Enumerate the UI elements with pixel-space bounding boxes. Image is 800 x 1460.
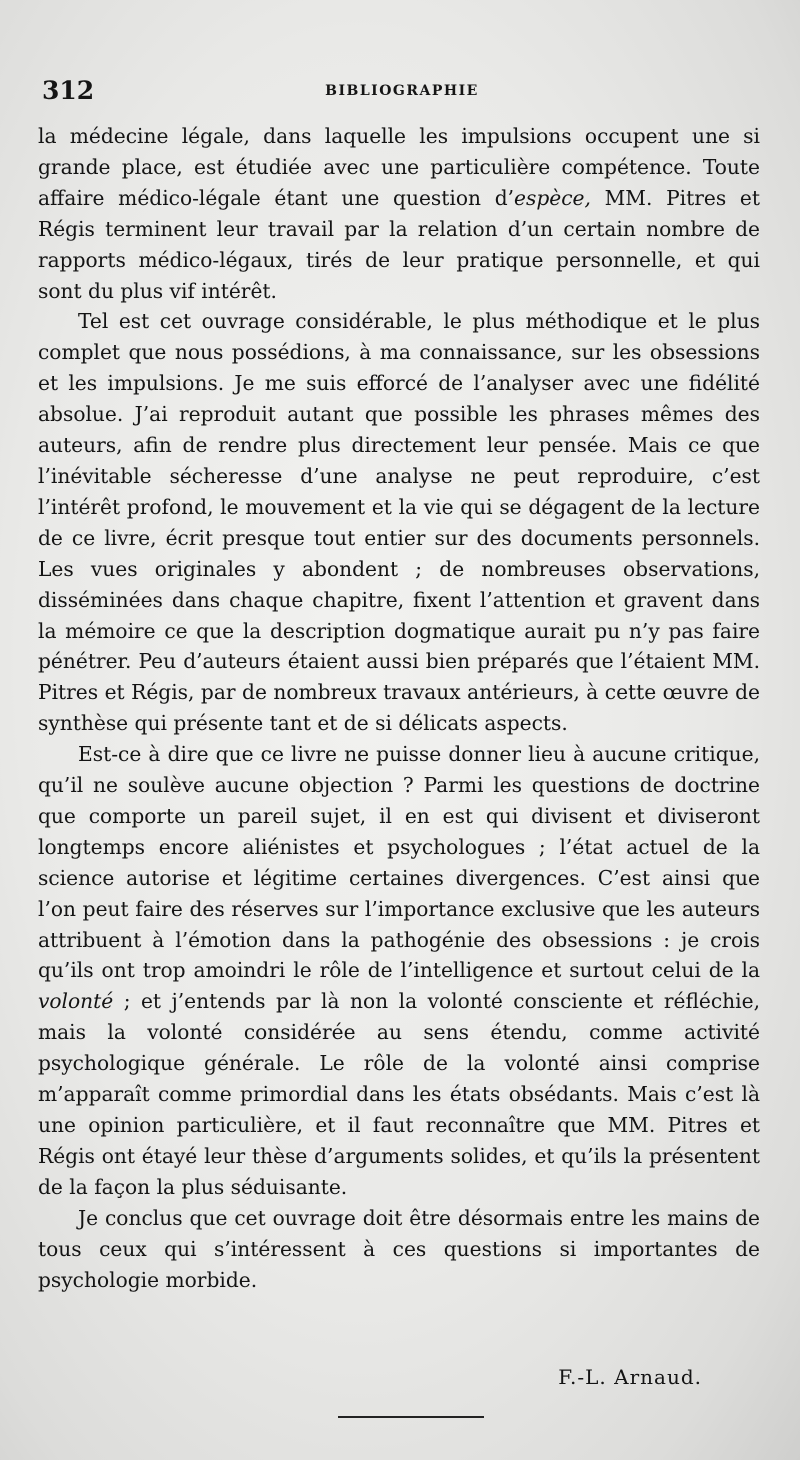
page-number: 312	[42, 76, 95, 105]
page-header	[42, 76, 762, 112]
paragraph-4: Je conclus que cet ouvrage doit être désormais entre les mains de tous ceux qui s’intéressent à ces questions si importantes de psychologie morbide.	[38, 1205, 760, 1292]
paragraph-3	[38, 739, 760, 1203]
author-signature: F.-L. Arnaud.	[558, 1365, 702, 1389]
paragraph-3-text-a: Est-ce à dire que ce livre ne puisse donner lieu à aucune critique, qu’il ne soulève aucune objection ? Parmi les questions de doctrine que comporte un pareil sujet, il en est qui divisent et diviseront longtemps encore aliénistes et psychologues ; l’état actuel de la science autorise et légitime certaines divergences. C’est ainsi que l’on peut faire des réserves sur l’importance exclusive que les auteurs attribuent à l’émotion dans la pathogénie des obsessions : je crois qu’ils ont trop amoindri le rôle de l’intelligence et surtout celui de la	[38, 742, 760, 983]
running-title: BIBLIOGRAPHIE	[325, 83, 479, 99]
paragraph-1-emphasis: espèce,	[514, 185, 591, 210]
closing-rule	[338, 1416, 484, 1418]
paragraph-2: Tel est cet ouvrage considérable, le plus méthodique et le plus complet que nous possédions, à ma connaissance, sur les obsessions et les impulsions. Je me suis efforcé de l’analyser avec une fidélité absolue. J’ai reproduit autant que possible les phrases mêmes des auteurs, afin de rendre plus directement leur pensée. Mais ce que l’inévitable sécheresse d’une analyse ne peut reproduire, c’est l’intérêt profond, le mouvement et la vie qui se dégagent de la lecture de ce livre, écrit presque tout entier sur des documents personnels. Les vues originales y abondent ; de nombreuses observations, disséminées dans chaque chapitre, fixent l’attention et gravent dans la mémoire ce que la description dogmatique aurait pu n’y pas faire pénétrer. Peu d’auteurs étaient aussi bien préparés que l’étaient MM. Pitres et Régis, par de nombreux travaux antérieurs, à cette œuvre de synthèse qui présente tant et de si délicats aspects.	[38, 309, 760, 736]
paragraph-1	[38, 121, 760, 306]
body-text	[38, 121, 760, 1295]
paragraph-1-text-a: la médecine légale, dans laquelle les impulsions occupent une si grande place, est étudiée avec une particulière compétence. Toute affaire médico-légale étant une question d’	[38, 124, 760, 210]
paragraph-3-emphasis: volonté	[38, 989, 114, 1014]
paragraph-1-text-b: MM. Pitres et Régis terminent leur travail par la relation d’un certain nombre de rapports médico-légaux, tirés de leur pratique personnelle, et qui sont du plus vif intérêt.	[38, 185, 760, 303]
paragraph-3-text-b: ; et j’entends par là non la volonté consciente et réfléchie, mais la volonté considérée au sens étendu, comme activité psychologique générale. Le rôle de la volonté ainsi comprise m’apparaît comme primordial dans les états obsédants. Mais c’est là une opinion particulière, et il faut reconnaître que MM. Pitres et Régis ont étayé leur thèse d’arguments solides, et qu’ils la présentent de la façon la plus séduisante.	[38, 989, 760, 1199]
